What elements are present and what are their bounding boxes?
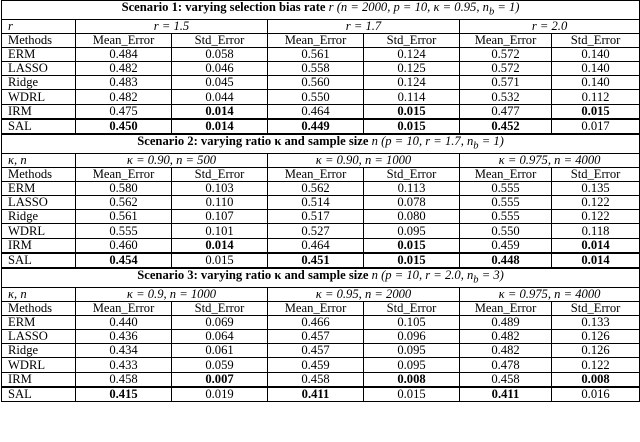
table-row [2,210,640,224]
table-row [2,181,640,195]
scenario-title-text: Scenario 2: varying ratio κ and sample size [137,134,369,149]
value-cell: 0.122 [552,210,640,224]
group-header: r = 1.5 [76,19,268,33]
mean-error-header: Mean_Error [268,301,364,315]
value-cell: 0.451 [268,253,364,268]
value-cell: 0.015 [364,119,460,134]
value-cell: 0.457 [268,330,364,344]
method-name: ERM [2,315,76,329]
value-cell: 0.112 [552,90,640,104]
value-cell: 0.411 [268,387,364,402]
mean-error-header: Mean_Error [268,33,364,47]
value-cell: 0.448 [460,253,552,268]
value-cell: 0.466 [268,315,364,329]
scenario-title-text: Scenario 1: varying selection bias rate [121,0,326,14]
value-cell: 0.454 [76,253,172,268]
value-cell: 0.458 [460,372,552,387]
value-cell: 0.135 [552,181,640,195]
group-header: r = 2.0 [460,19,640,33]
method-name: SAL [2,253,76,268]
value-cell: 0.016 [552,387,640,402]
value-cell: 0.433 [76,358,172,372]
value-cell: 0.133 [552,315,640,329]
table-row [2,47,640,61]
scenario-title-variable: n [371,268,378,283]
value-cell: 0.482 [460,344,552,358]
scenario-title-row [2,134,640,153]
method-name: Ridge [2,76,76,90]
scenario-title [2,134,640,153]
value-cell: 0.008 [364,372,460,387]
value-cell: 0.562 [268,181,364,195]
value-cell: 0.532 [460,90,552,104]
value-cell: 0.436 [76,330,172,344]
scenario-parameters-subscript: b [488,6,495,18]
parameter-label: κ, n [2,153,76,167]
std-error-header: Std_Error [172,301,268,315]
value-cell: 0.046 [172,62,268,76]
value-cell: 0.095 [364,358,460,372]
value-cell: 0.571 [460,76,552,90]
value-cell: 0.059 [172,358,268,372]
value-cell: 0.555 [460,181,552,195]
value-cell: 0.105 [364,315,460,329]
method-name: Ridge [2,344,76,358]
method-name: LASSO [2,330,76,344]
value-cell: 0.017 [552,119,640,134]
value-cell: 0.015 [364,104,460,119]
value-cell: 0.558 [268,62,364,76]
scenario-parameters-subscript: b [473,274,479,286]
methods-header: Methods [2,33,76,47]
value-cell: 0.459 [460,238,552,253]
table-row [2,90,640,104]
method-name: IRM [2,238,76,253]
value-cell: 0.459 [268,358,364,372]
value-cell: 0.562 [76,196,172,210]
table-row [2,104,640,119]
group-header: κ = 0.975, n = 4000 [460,153,640,167]
table-row [2,196,640,210]
value-cell: 0.113 [364,181,460,195]
value-cell: 0.044 [172,90,268,104]
value-cell: 0.555 [460,196,552,210]
method-name: WDRL [2,224,76,238]
std-error-header: Std_Error [172,167,268,181]
value-cell: 0.482 [76,90,172,104]
methods-header: Methods [2,301,76,315]
value-cell: 0.464 [268,238,364,253]
results-table [1,0,640,402]
value-cell: 0.007 [172,372,268,387]
value-cell: 0.140 [552,76,640,90]
value-cell: 0.572 [460,47,552,61]
value-cell: 0.015 [364,253,460,268]
table-row [2,358,640,372]
value-cell: 0.555 [460,210,552,224]
std-error-header: Std_Error [364,167,460,181]
group-header: κ = 0.90, n = 1000 [268,153,460,167]
scenario-parameters [381,268,504,286]
table-row [2,76,640,90]
scenario-title-row [2,1,640,20]
method-name: Ridge [2,210,76,224]
scenario-parameters-text: (n = 2000, p = 10, κ = 0.95, n [336,0,489,14]
method-name: IRM [2,104,76,119]
value-cell: 0.478 [460,358,552,372]
value-cell: 0.125 [364,62,460,76]
value-cell: 0.069 [172,315,268,329]
value-cell: 0.014 [172,238,268,253]
mean-error-header: Mean_Error [76,167,172,181]
value-cell: 0.114 [364,90,460,104]
methods-header: Methods [2,167,76,181]
group-header-row [2,153,640,167]
value-cell: 0.078 [364,196,460,210]
table-row [2,62,640,76]
mean-error-header: Mean_Error [460,167,552,181]
group-header: κ = 0.975, n = 4000 [460,287,640,301]
table-row [2,387,640,402]
value-cell: 0.452 [460,119,552,134]
method-name: ERM [2,181,76,195]
value-cell: 0.019 [172,387,268,402]
value-cell: 0.101 [172,224,268,238]
value-cell: 0.550 [268,90,364,104]
value-cell: 0.489 [460,315,552,329]
value-cell: 0.061 [172,344,268,358]
value-cell: 0.411 [460,387,552,402]
mean-error-header: Mean_Error [76,301,172,315]
value-cell: 0.464 [268,104,364,119]
value-cell: 0.550 [460,224,552,238]
scenario-parameters-end: = 1) [478,134,504,149]
table-row [2,238,640,253]
value-cell: 0.126 [552,330,640,344]
value-cell: 0.095 [364,344,460,358]
value-cell: 0.460 [76,238,172,253]
value-cell: 0.126 [552,344,640,358]
method-name: LASSO [2,62,76,76]
table-row [2,253,640,268]
scenario-parameters [381,134,504,152]
group-header-row [2,287,640,301]
scenario-parameters-text: (p = 10, r = 1.7, n [381,134,474,149]
method-name: IRM [2,372,76,387]
column-header-row [2,301,640,315]
scenario-title-variable: r [328,0,334,14]
value-cell: 0.124 [364,76,460,90]
value-cell: 0.015 [364,387,460,402]
column-header-row [2,33,640,47]
results-table-body [2,1,640,402]
value-cell: 0.580 [76,181,172,195]
scenario-parameters [336,0,520,18]
value-cell: 0.415 [76,387,172,402]
table-row [2,224,640,238]
std-error-header: Std_Error [172,33,268,47]
value-cell: 0.014 [552,253,640,268]
std-error-header: Std_Error [552,33,640,47]
group-header: κ = 0.90, n = 500 [76,153,268,167]
value-cell: 0.555 [76,224,172,238]
value-cell: 0.561 [76,210,172,224]
value-cell: 0.482 [460,330,552,344]
mean-error-header: Mean_Error [76,33,172,47]
value-cell: 0.124 [364,47,460,61]
value-cell: 0.014 [552,238,640,253]
value-cell: 0.008 [552,372,640,387]
scenario-parameters-subscript: b [473,140,479,152]
value-cell: 0.440 [76,315,172,329]
scenario-parameters-end: = 1) [494,0,520,14]
value-cell: 0.015 [364,238,460,253]
value-cell: 0.475 [76,104,172,119]
parameter-label: κ, n [2,287,76,301]
value-cell: 0.122 [552,358,640,372]
scenario-title-row [2,268,640,287]
value-cell: 0.572 [460,62,552,76]
value-cell: 0.118 [552,224,640,238]
value-cell: 0.015 [172,253,268,268]
value-cell: 0.483 [76,76,172,90]
method-name: SAL [2,387,76,402]
method-name: WDRL [2,90,76,104]
value-cell: 0.064 [172,330,268,344]
value-cell: 0.103 [172,181,268,195]
group-header: r = 1.7 [268,19,460,33]
group-header-row [2,19,640,33]
value-cell: 0.484 [76,47,172,61]
mean-error-header: Mean_Error [460,301,552,315]
group-header: κ = 0.9, n = 1000 [76,287,268,301]
scenario-title-text: Scenario 3: varying ratio κ and sample size [137,268,369,283]
value-cell: 0.140 [552,62,640,76]
value-cell: 0.449 [268,119,364,134]
value-cell: 0.122 [552,196,640,210]
value-cell: 0.434 [76,344,172,358]
value-cell: 0.096 [364,330,460,344]
method-name: ERM [2,47,76,61]
value-cell: 0.457 [268,344,364,358]
value-cell: 0.045 [172,76,268,90]
value-cell: 0.458 [268,372,364,387]
value-cell: 0.477 [460,104,552,119]
value-cell: 0.014 [172,104,268,119]
scenario-parameters-text: (p = 10, r = 2.0, n [381,268,474,283]
value-cell: 0.110 [172,196,268,210]
table-row [2,330,640,344]
group-header: κ = 0.95, n = 2000 [268,287,460,301]
column-header-row [2,167,640,181]
scenario-title [2,1,640,20]
parameter-label: r [2,19,76,33]
value-cell: 0.140 [552,47,640,61]
mean-error-header: Mean_Error [460,33,552,47]
value-cell: 0.015 [552,104,640,119]
scenario-parameters-end: = 3) [478,268,504,283]
value-cell: 0.107 [172,210,268,224]
scenario-title [2,268,640,287]
value-cell: 0.514 [268,196,364,210]
std-error-header: Std_Error [364,301,460,315]
method-name: WDRL [2,358,76,372]
value-cell: 0.560 [268,76,364,90]
value-cell: 0.095 [364,224,460,238]
value-cell: 0.561 [268,47,364,61]
table-row [2,372,640,387]
mean-error-header: Mean_Error [268,167,364,181]
table-row [2,344,640,358]
value-cell: 0.482 [76,62,172,76]
std-error-header: Std_Error [552,167,640,181]
value-cell: 0.450 [76,119,172,134]
value-cell: 0.517 [268,210,364,224]
value-cell: 0.458 [76,372,172,387]
value-cell: 0.058 [172,47,268,61]
table-row [2,315,640,329]
value-cell: 0.527 [268,224,364,238]
std-error-header: Std_Error [364,33,460,47]
method-name: LASSO [2,196,76,210]
scenario-title-variable: n [371,134,378,149]
std-error-header: Std_Error [552,301,640,315]
value-cell: 0.014 [172,119,268,134]
method-name: SAL [2,119,76,134]
table-row [2,119,640,134]
value-cell: 0.080 [364,210,460,224]
